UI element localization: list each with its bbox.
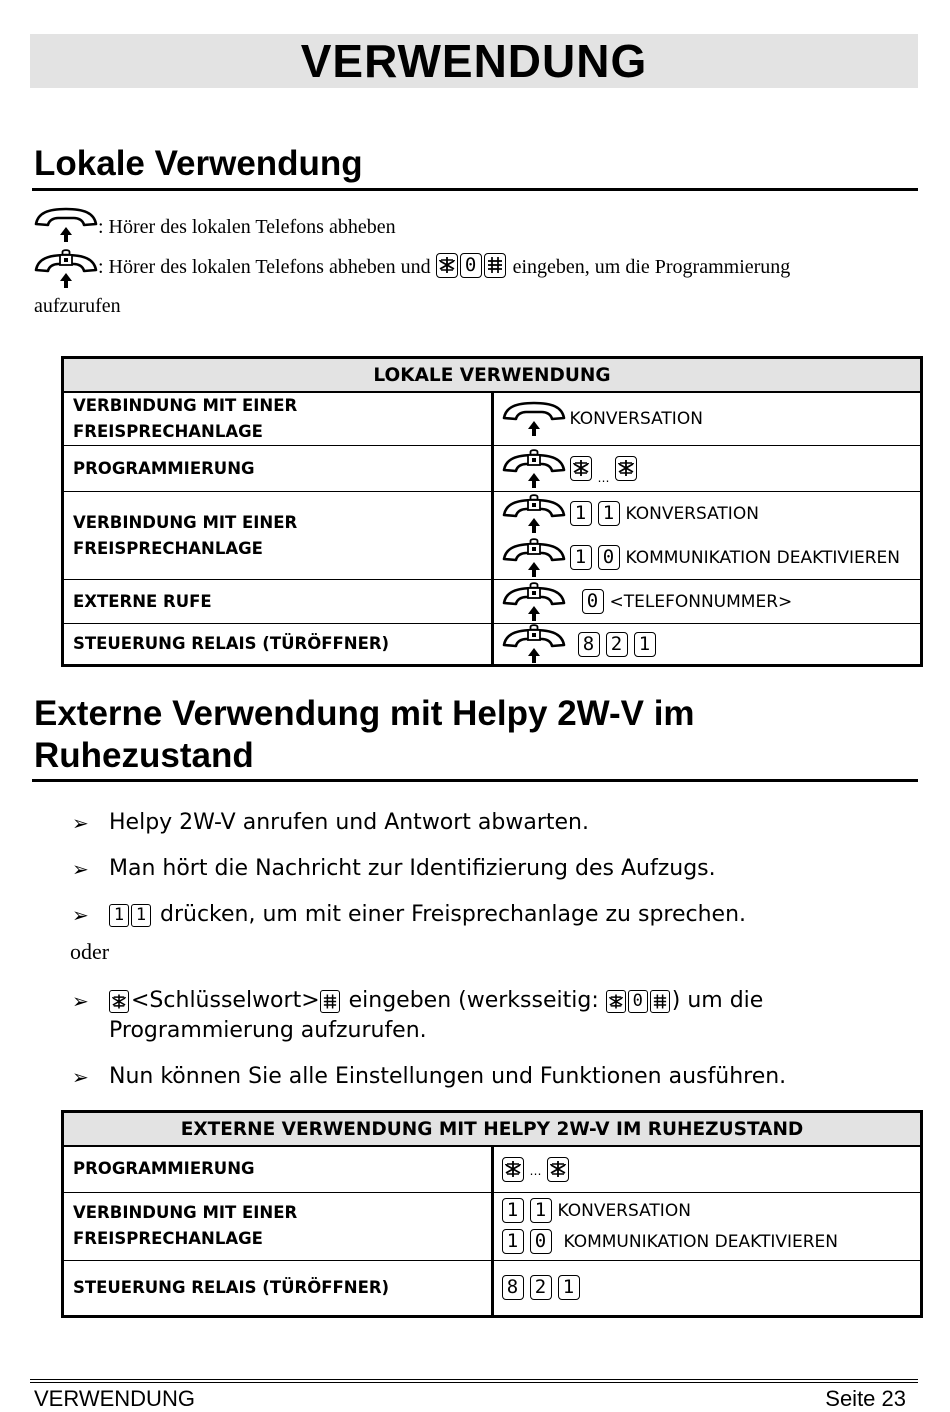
footer-left: VERWENDUNG (34, 1386, 195, 1411)
handset-lock-icon (502, 494, 566, 534)
handset-lock-icon (502, 449, 566, 489)
footer-rule (30, 1382, 918, 1383)
row-value (492, 492, 922, 580)
heading-rule (32, 779, 918, 782)
list-item: ➢ 1 1 drücken, um mit einer Freisprechanlage zu sprechen. (72, 902, 747, 927)
row-label: EXTERNE RUFE (63, 580, 493, 624)
table-row (63, 392, 922, 446)
key-one: 1 (570, 545, 592, 570)
row-value (492, 1260, 922, 1316)
oder-text: oder (70, 939, 110, 964)
value-text: KONVERSATION (557, 1200, 691, 1221)
hash-key-icon (320, 990, 340, 1013)
star-key-icon (570, 456, 592, 481)
table-row (63, 624, 922, 666)
table-header: EXTERNE VERWENDUNG MIT HELPY 2W-V IM RUHEZUSTAND (63, 1112, 922, 1147)
star-key-icon (436, 253, 458, 278)
row-label: STEUERUNG RELAIS (TÜRÖFFNER) (63, 1260, 493, 1316)
row-value (492, 624, 922, 666)
row-label: VERBINDUNG MIT EINER FREISPRECHANLAGE (63, 1192, 493, 1260)
key-one: 1 (109, 904, 129, 927)
value-text: <TELEFONNUMMER> (609, 591, 793, 612)
heading-rule (32, 188, 918, 191)
key-eight: 8 (502, 1275, 524, 1300)
table-row (63, 492, 922, 580)
key-zero: 0 (598, 545, 620, 570)
legend-text-1: : Hörer des lokalen Telefons abheben (98, 216, 396, 238)
handset-up-icon (502, 401, 566, 437)
handset-lock-icon (502, 624, 566, 664)
footer-rule (30, 1379, 918, 1380)
list-item: ➢ <Schlüsselwort> eingeben (werksseitig: 0 ) um die Programmierung aufzurufen. (72, 988, 764, 1043)
hash-key-icon (650, 990, 670, 1013)
list-item: ➢ Man hört die Nachricht zur Identifizierung des Aufzugs. (72, 856, 716, 881)
value-text: KONVERSATION (625, 503, 759, 524)
legend-text-2b: eingeben, um die Programmierung (512, 256, 791, 279)
star-key-icon (547, 1157, 569, 1182)
value-text: KOMMUNIKATION DEAKTIVIEREN (563, 1231, 839, 1252)
table-row (63, 580, 922, 624)
local-usage-table (61, 356, 923, 667)
row-label: VERBINDUNG MIT EINER FREISPRECHANLAGE (63, 492, 493, 580)
table-row (63, 1146, 922, 1192)
row-value (492, 1146, 922, 1192)
key-one: 1 (131, 904, 151, 927)
ellipsis: … (529, 1163, 542, 1178)
steps-list (70, 808, 890, 930)
section-heading-external: Externe Verwendung mit Helpy 2W-V im Ruhezustand (34, 694, 695, 775)
external-usage-table (61, 1110, 923, 1318)
ellipsis: … (597, 470, 610, 485)
key-one: 1 (502, 1229, 524, 1254)
key-two: 2 (606, 632, 628, 657)
list-item: ➢ Nun können Sie alle Einstellungen und Funktionen ausführen. (72, 1064, 787, 1089)
star-key-icon (109, 990, 129, 1013)
key-eight: 8 (578, 632, 600, 657)
legend-line-programming (34, 249, 914, 289)
key-two: 2 (530, 1275, 552, 1300)
row-value (492, 580, 922, 624)
row-label: PROGRAMMIERUNG (63, 446, 493, 492)
legend-text-2a: : Hörer des lokalen Telefons abheben und (98, 256, 431, 279)
key-one: 1 (530, 1198, 552, 1223)
table-row (63, 1192, 922, 1260)
section-heading-local: Lokale Verwendung (34, 144, 363, 183)
row-label: PROGRAMMIERUNG (63, 1146, 493, 1192)
star-key-icon (606, 990, 626, 1013)
key-zero: 0 (628, 990, 648, 1013)
table-row (63, 1260, 922, 1316)
handset-lock-icon (502, 538, 566, 578)
key-one: 1 (598, 501, 620, 526)
row-value (492, 446, 922, 492)
key-one: 1 (502, 1198, 524, 1223)
row-value (492, 1192, 922, 1260)
star-key-icon (615, 456, 637, 481)
key-zero: 0 (582, 589, 604, 614)
value-text: KONVERSATION (569, 409, 703, 429)
key-one: 1 (558, 1275, 580, 1300)
legend-line-handset (34, 207, 396, 243)
key-one: 1 (570, 501, 592, 526)
legend-text-2c: aufzurufen (34, 295, 121, 317)
handset-lock-icon (34, 249, 98, 289)
row-label: STEUERUNG RELAIS (TÜRÖFFNER) (63, 624, 493, 666)
table-row (63, 446, 922, 492)
steps-list-2 (70, 986, 890, 1092)
handset-up-icon (34, 207, 98, 243)
handset-lock-icon (502, 582, 566, 622)
value-text: KOMMUNIKATION DEAKTIVIEREN (625, 547, 901, 568)
hash-key-icon (484, 253, 506, 278)
table-header: LOKALE VERWENDUNG (63, 358, 922, 393)
key-sequence-star-0-hash (436, 253, 513, 275)
key-zero: 0 (460, 253, 482, 278)
list-item: ➢ Helpy 2W-V anrufen und Antwort abwarten. (72, 810, 589, 835)
page-title: VERWENDUNG (30, 34, 918, 88)
key-one: 1 (634, 632, 656, 657)
row-label: VERBINDUNG MIT EINER FREISPRECHANLAGE (63, 392, 493, 446)
row-value (492, 392, 922, 446)
star-key-icon (502, 1157, 524, 1182)
key-zero: 0 (530, 1229, 552, 1254)
page-number: Seite 23 (825, 1386, 906, 1411)
